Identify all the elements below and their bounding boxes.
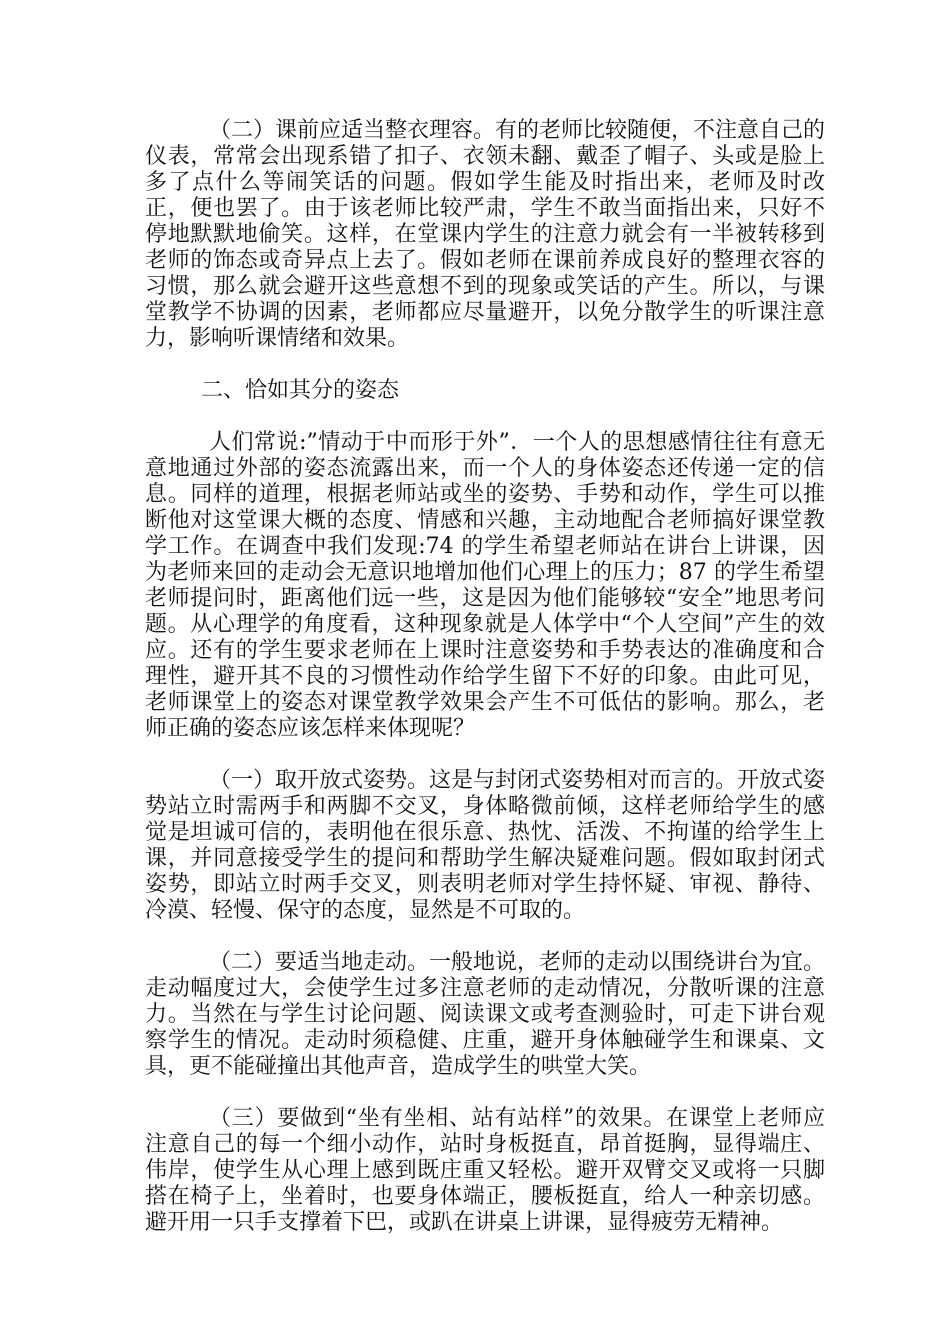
paragraph-walking: （二）要适当地走动。一般地说，老师的走动以围绕讲台为宜。走动幅度过大，会使学生过多注意老师的走动情况，分散听课的注意力。当然在与学生讨论问题、阅读课文或考查测验时，可走下讲台观察学生的情况。走动时须稳健、庄重，避开身体触碰学生和课桌、文具，更不能碰撞出其他声音，造成学生的哄堂大笑。: [145, 950, 826, 1079]
paragraph-open-posture: （一）取开放式姿势。这是与封闭式姿势相对而言的。开放式姿势站立时需两手和两脚不交叉，身体略微前倾，这样老师给学生的感觉是坦诚可信的，表明他在很乐意、热忱、活泼、不拘谨的给学生上课，并同意接受学生的提问和帮助学生解决疑难问题。假如取封闭式姿势，即站立时两手交叉，则表明老师对学生持怀疑、审视、静待、冷漠、轻慢、保守的态度，显然是不可取的。: [145, 768, 826, 923]
paragraph-dress-grooming: （二）课前应适当整衣理容。有的老师比较随便，不注意自己的仪表，常常会出现系错了扣子、衣领未翻、戴歪了帽子、头或是脸上多了点什么等闹笑话的问题。假如学生能及时指出来，老师及时改正，便也罢了。由于该老师比较严肃，学生不敢当面指出来，只好不停地默默地偷笑。这样，在堂课内学生的注意力就会有一半被转移到老师的饰态或奇异点上去了。假如老师在课前养成良好的整理衣容的习惯，那么就会避开这些意想不到的现象或笑话的产生。所以，与课堂教学不协调的因素，老师都应尽量避开，以免分散学生的听课注意力，影响听课情绪和效果。: [145, 118, 826, 351]
paragraph-posture-intro: 人们常说:”情动于中而形于外”．一个人的思想感情往往有意无意地通过外部的姿态流露出来，而一个人的身体姿态还传递一定的信息。同样的道理，根据老师站或坐的姿势、手势和动作，学生可以推断他对这堂课大概的态度、情感和兴趣，主动地配合老师搞好课堂教学工作。在调查中我们发现:74 的学生希望老师站在讲台上讲课，因为老师来回的走动会无意识地增加他们心理上的压力；87 的学生希望老师提问时，距离他们远一些，这是因为他们能够较“安全”地思考问题。从心理学的角度看，这种现象就是人体学中“个人空间”产生的效应。还有的学生要求老师在上课时注意姿势和手势表达的准确度和合理性，避开其不良的习惯性动作给学生留下不好的印象。由此可见，老师课堂上的姿态对课堂教学效果会产生不可低估的影响。那么，老师正确的姿态应该怎样来体现呢？: [145, 430, 825, 741]
paragraph-sitting-standing: （三）要做到“坐有坐相、站有站样”的效果。在课堂上老师应注意自己的每一个细小动作，站时身板挺直，昂首挺胸，显得端庄、伟岸，使学生从心理上感到既庄重又轻松。避开双臂交叉或将一只脚搭在椅子上，坐着时，也要身体端正，腰板挺直，给人一种亲切感。避开用一只手支撑着下巴，或趴在讲桌上讲课，显得疲劳无精神。: [145, 1106, 825, 1235]
section-heading-posture: 二、恰如其分的姿态: [201, 378, 400, 403]
document-body: [145, 118, 825, 1236]
